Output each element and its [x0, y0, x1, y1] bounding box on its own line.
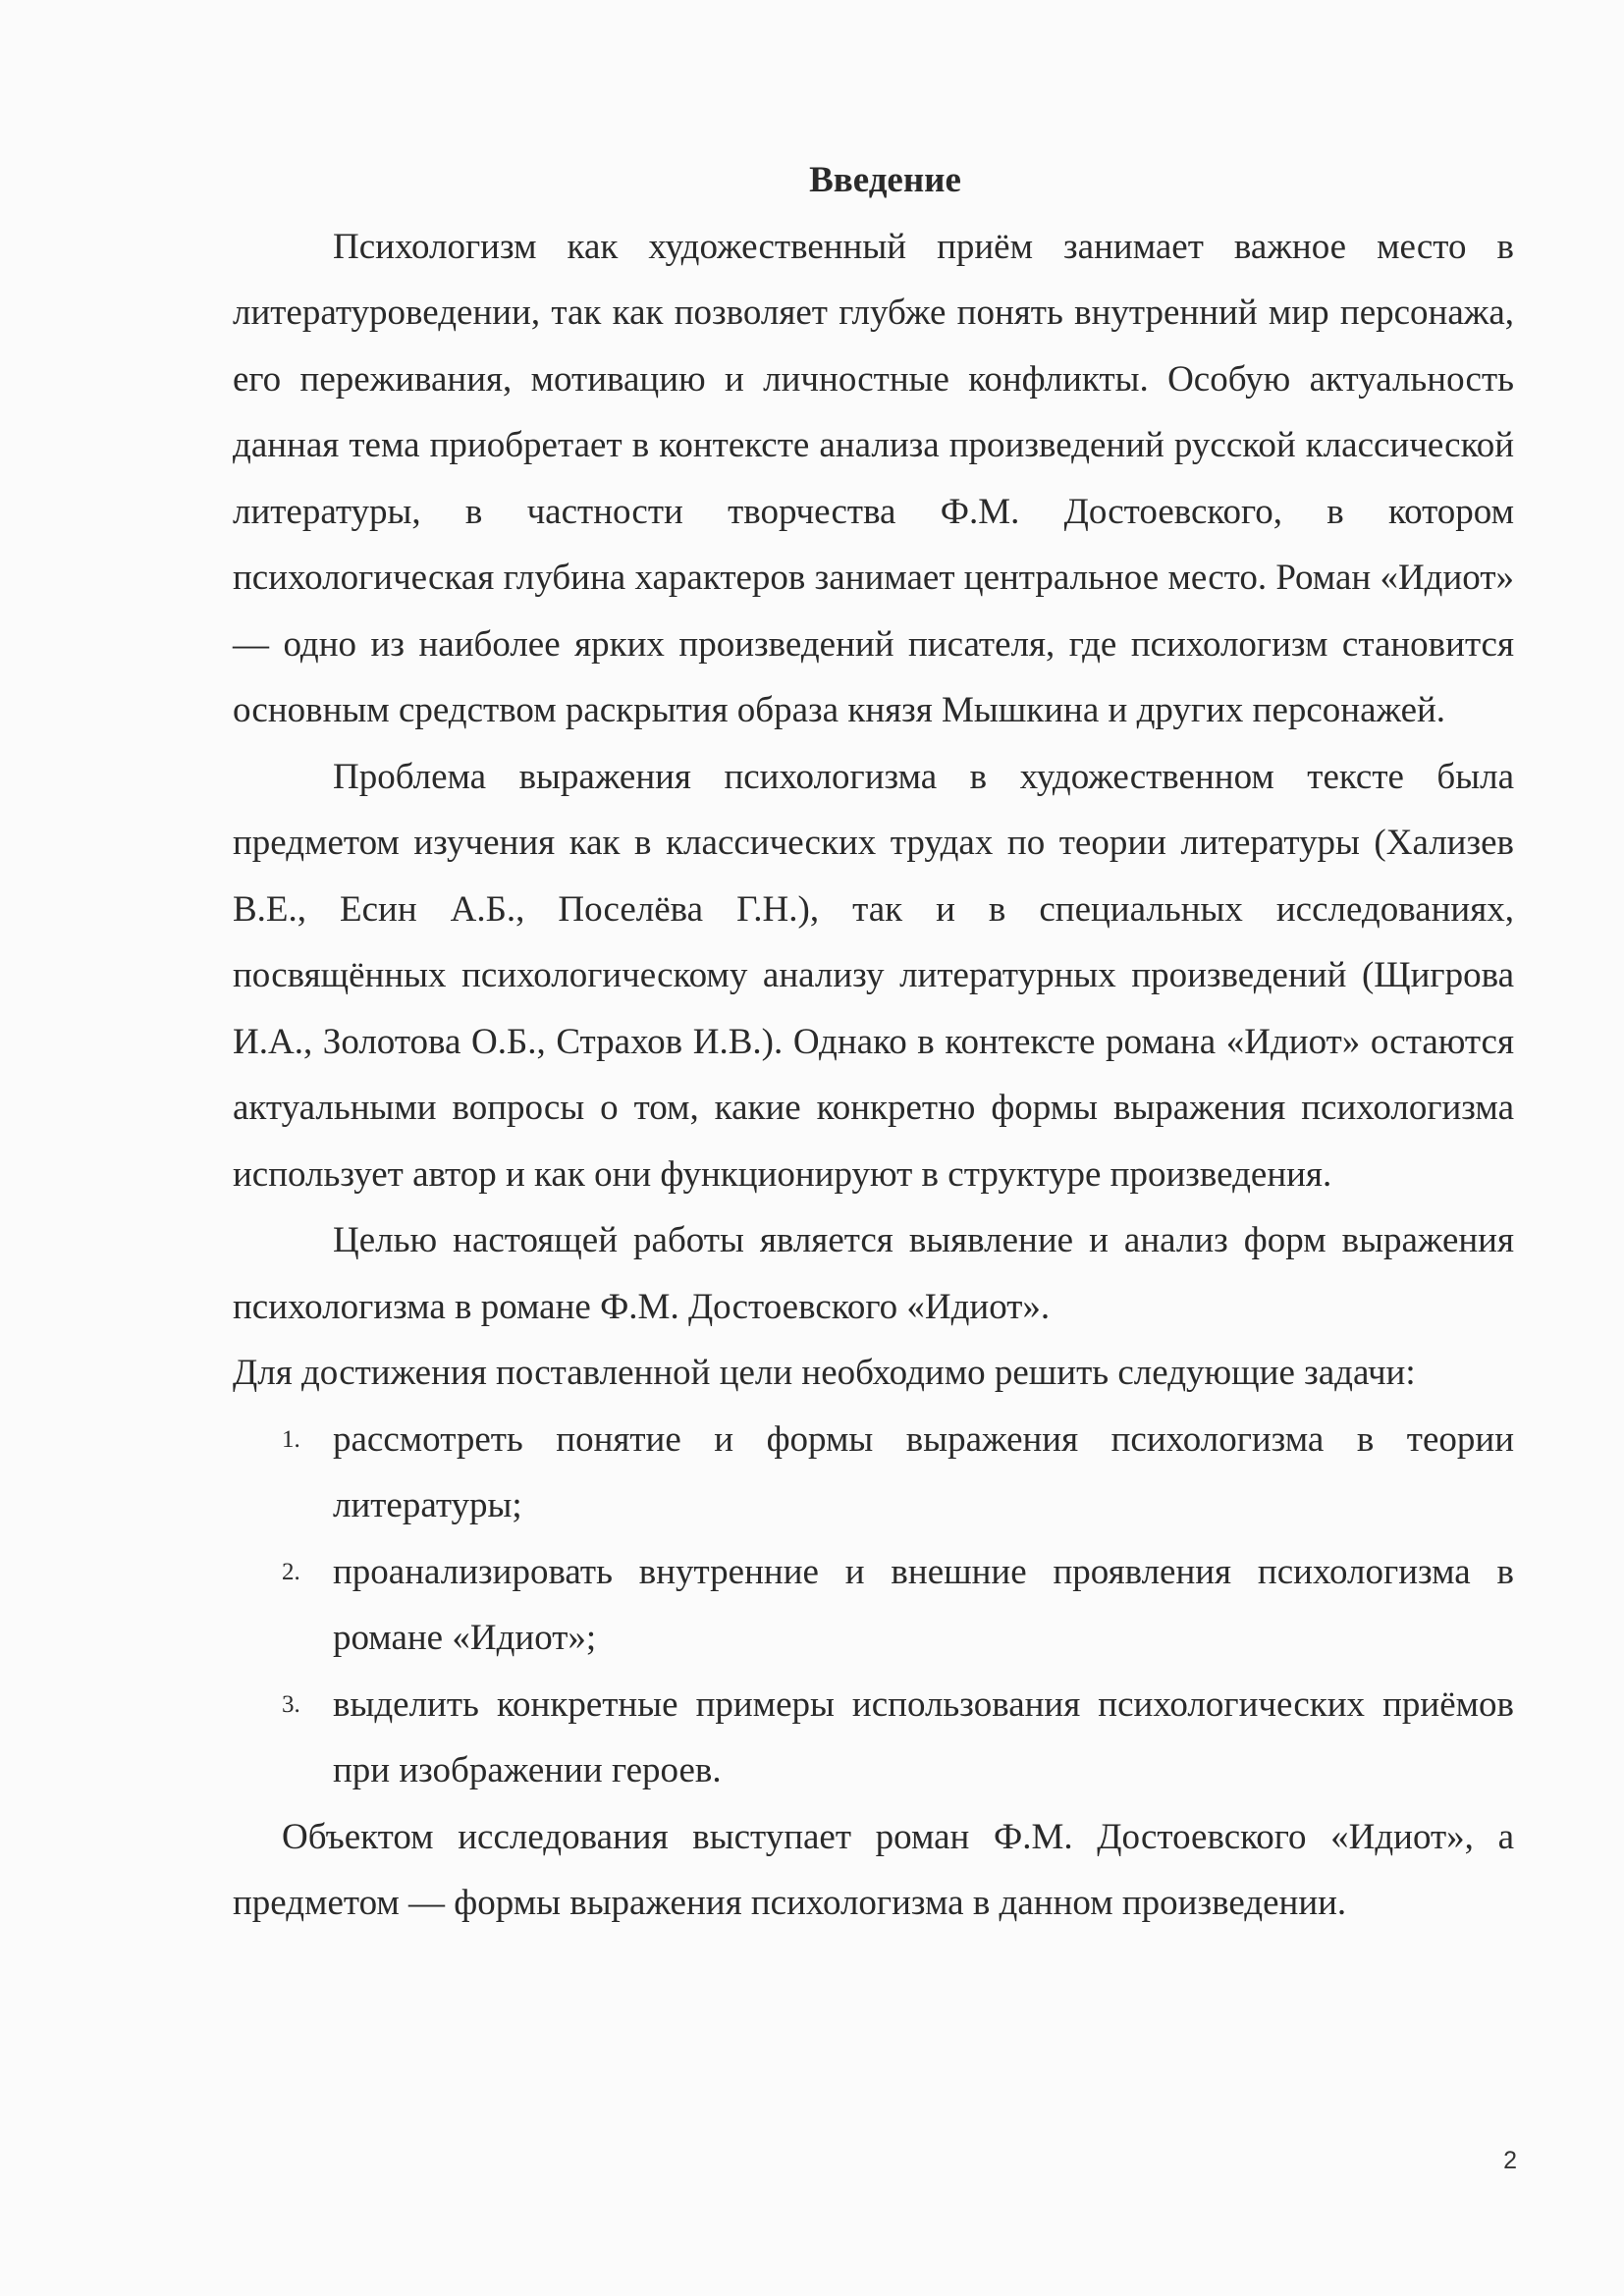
list-item-text: проанализировать внутренние и внешние проявления психологизма в романе «Идиот»;	[333, 1551, 1514, 1658]
tasks-intro: Для достижения поставленной цели необходимо решить следующие задачи:	[233, 1353, 1416, 1393]
list-item-number: 3.	[282, 1690, 300, 1718]
list-item	[233, 1407, 1514, 1539]
list-item-number: 1.	[282, 1425, 300, 1453]
page-title: Введение	[809, 160, 961, 200]
list-item	[233, 1672, 1514, 1804]
problem-paragraph: Проблема выражения психологизма в художественном тексте была предметом изучения как в классических трудах по теории литературы (Хализев В.Е., Есин А.Б., Поселёва Г.Н.), так и в специальных исследованиях, посвящённых психологическому анализу литературных произведений (Щигрова И.А., Золотова О.Б., Страхов И.В.). Однако в контексте романа «Идиот» остаются актуальными вопросы о том, какие конкретно формы выражения психологизма использует автор и как они функционируют в структуре произведения.	[233, 756, 1514, 1195]
page-body	[233, 147, 1514, 1937]
object-subject-paragraph: Объектом исследования выступает роман Ф.М. Достоевского «Идиот», а предметом — формы выражения психологизма в данном произведении.	[233, 1816, 1514, 1923]
list-item-text: рассмотреть понятие и формы выражения психологизма в теории литературы;	[333, 1418, 1514, 1525]
goal-paragraph: Целью настоящей работы является выявление и анализ форм выражения психологизма в романе Ф.М. Достоевского «Идиот».	[233, 1220, 1514, 1327]
list-item-number: 2.	[282, 1558, 300, 1585]
page-number: 2	[1503, 2147, 1517, 2174]
intro-paragraph: Психологизм как художественный приём занимает важное место в литературоведении, так как позволяет глубже понять внутренний мир персонажа, его переживания, мотивацию и личностные конфликты. Особую актуальность данная тема приобретает в контексте анализа произведений русской классической литературы, в частности творчества Ф.М. Достоевского, в котором психологическая глубина характеров занимает центральное место. Роман «Идиот» — одно из наиболее ярких произведений писателя, где психологизм становится основным средством раскрытия образа князя Мышкина и других персонажей.	[233, 226, 1514, 730]
list-item	[233, 1539, 1514, 1672]
list-item-text: выделить конкретные примеры использования психологических приёмов при изображении героев.	[333, 1683, 1514, 1790]
tasks-list	[233, 1407, 1514, 1804]
